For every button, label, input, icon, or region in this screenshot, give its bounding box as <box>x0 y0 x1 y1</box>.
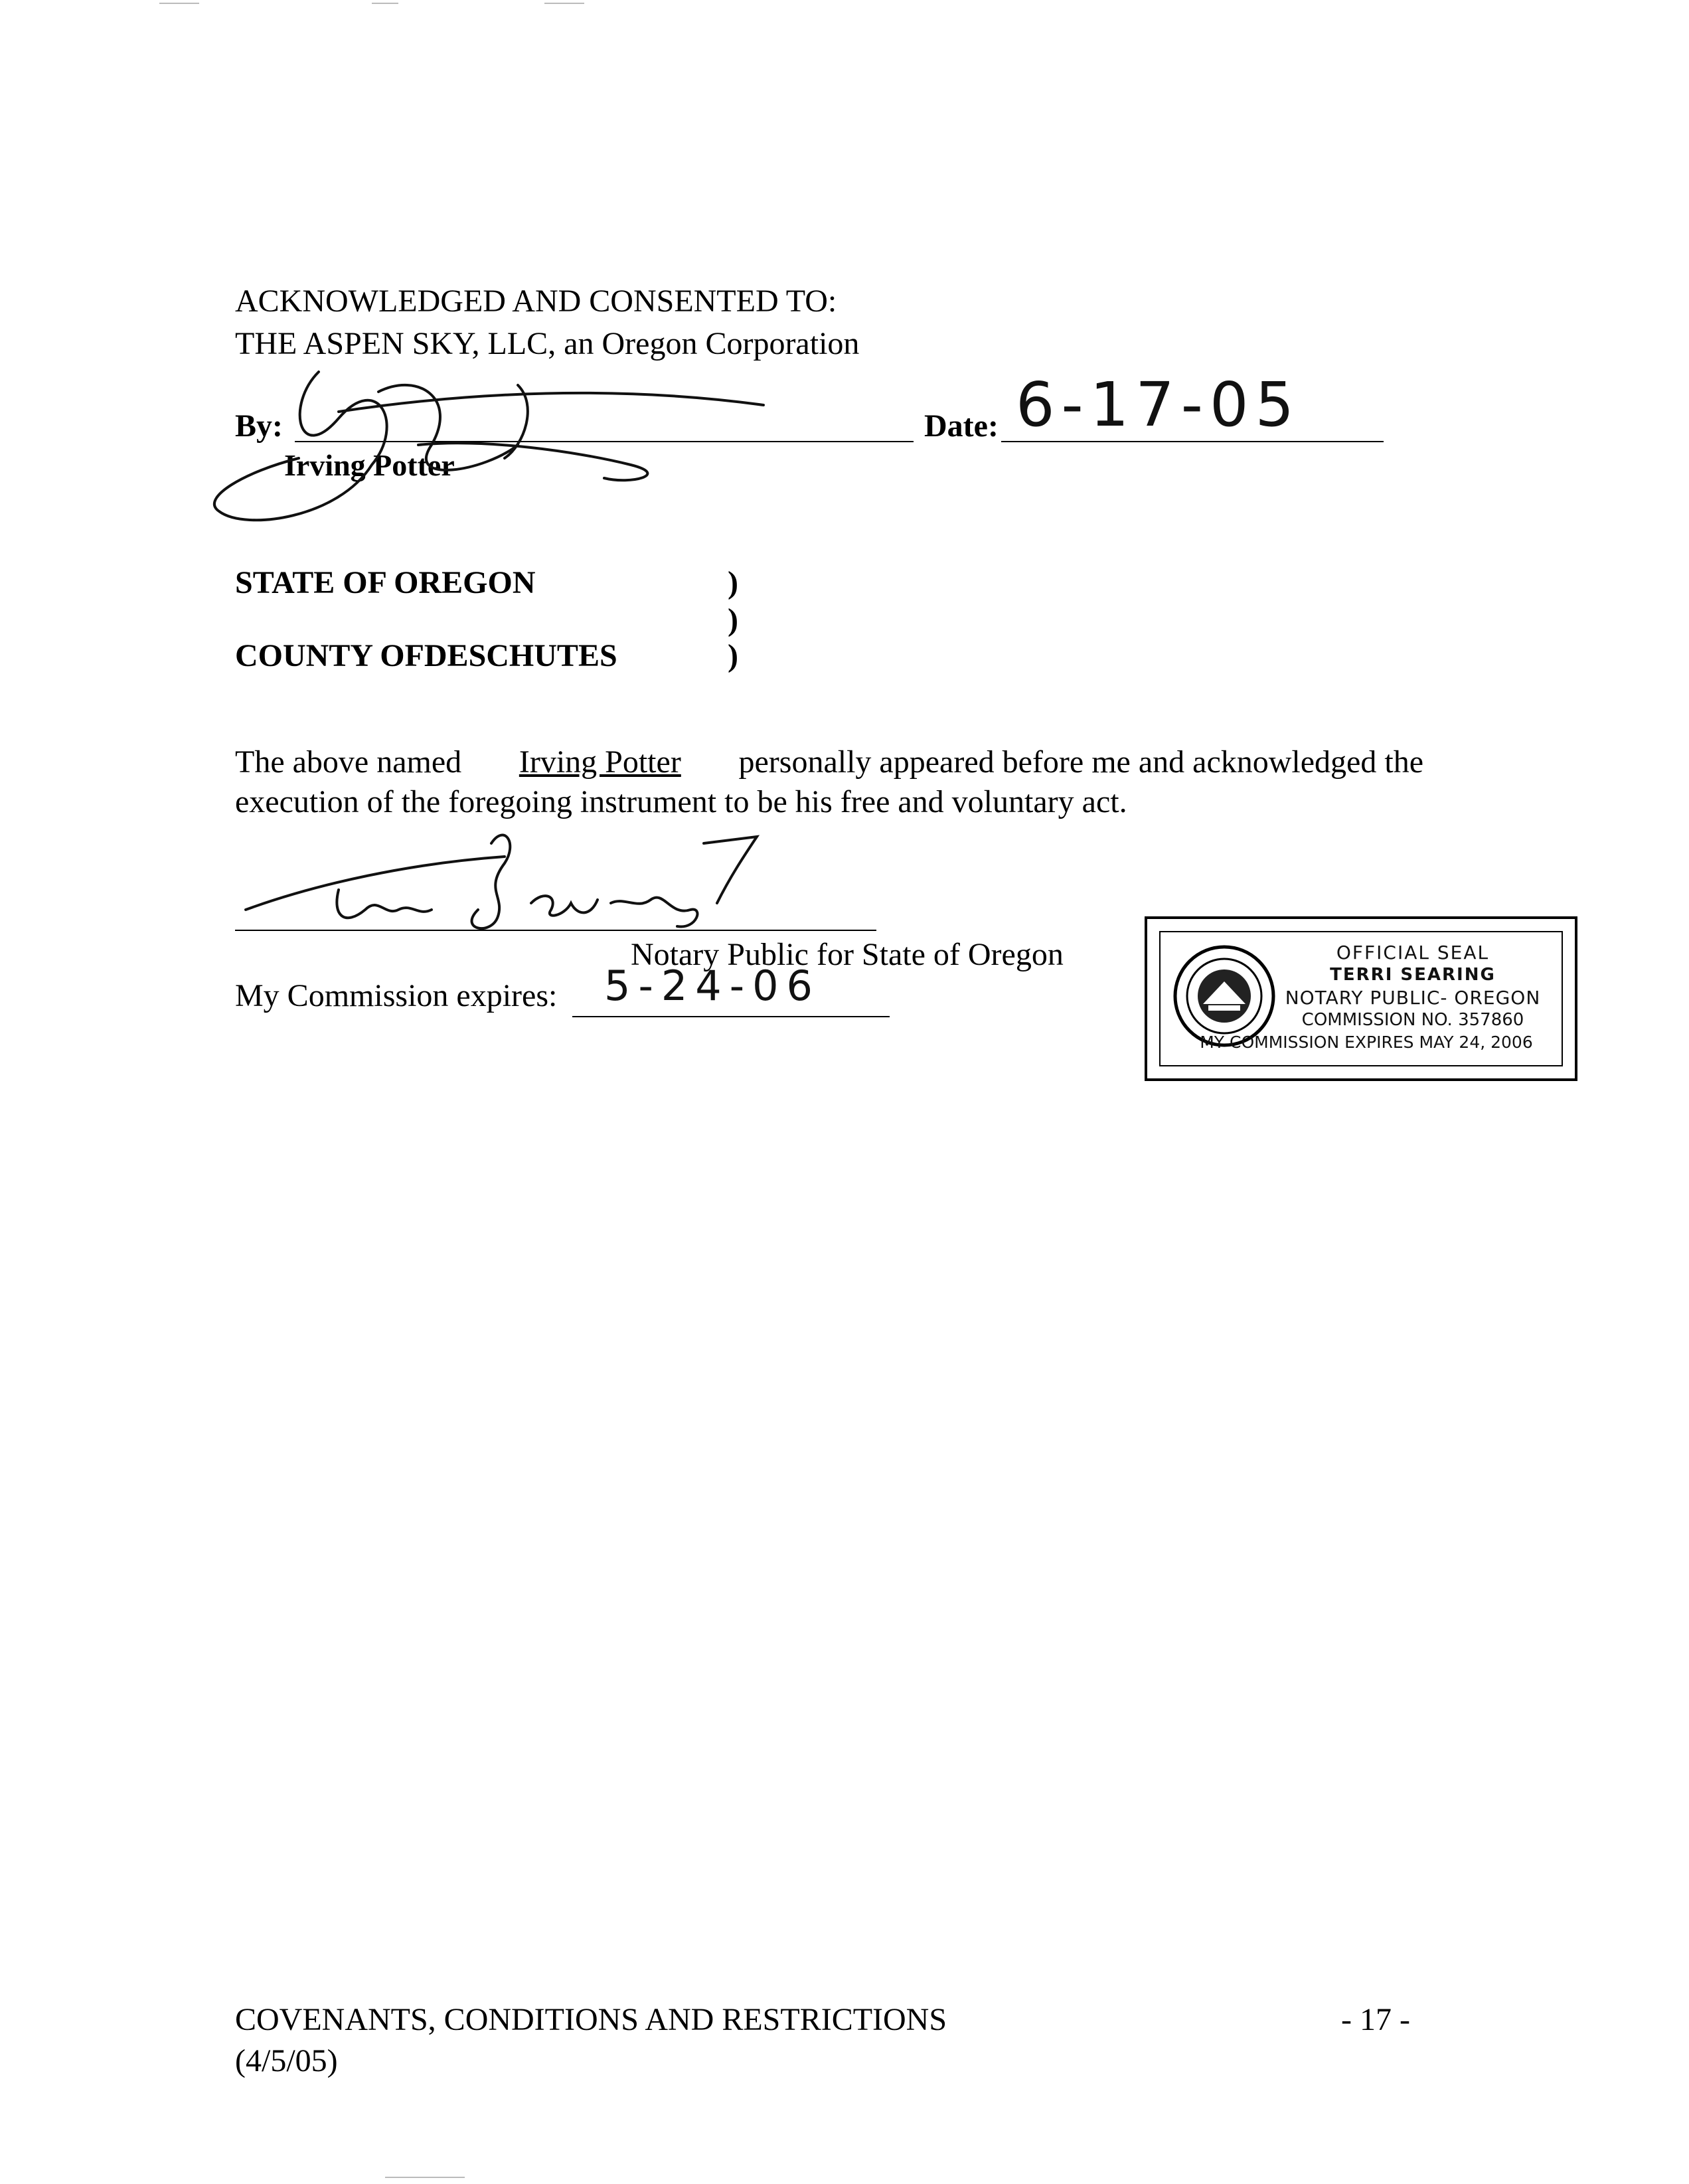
named-person: Irving Potter <box>519 744 681 780</box>
signature-irving-potter <box>206 345 790 545</box>
company-line: THE ASPEN SKY, LLC, an Oregon Corporation <box>235 326 860 361</box>
seal-line-5: MY COMMISSION EXPIRES MAY 24, 2006 <box>1200 1033 1533 1052</box>
seal-line-3: NOTARY PUBLIC- OREGON <box>1285 987 1541 1009</box>
venue-paren-3: ) <box>728 638 738 673</box>
seal-line-1: OFFICIAL SEAL <box>1336 942 1490 964</box>
page-number: - 17 - <box>1341 2002 1410 2037</box>
venue-paren-2: ) <box>728 602 738 637</box>
notary-title: Notary Public for State of Oregon <box>631 937 1064 972</box>
notary-statement-line2: execution of the foregoing instrument to be his free and voluntary act. <box>235 784 1127 819</box>
scan-artifact <box>385 2177 465 2178</box>
signer-name: Irving Potter <box>284 448 455 482</box>
statement-suffix: personally appeared before me and acknowledged the <box>738 744 1423 780</box>
commission-line <box>572 1016 890 1017</box>
ack-heading: ACKNOWLEDGED AND CONSENTED TO: <box>235 284 837 319</box>
scan-artifact <box>544 3 584 4</box>
signature-notary <box>239 817 770 943</box>
seal-line-4: COMMISSION NO. 357860 <box>1301 1010 1524 1030</box>
county-line: COUNTY OFDESCHUTES <box>235 638 617 673</box>
seal-line-2: TERRI SEARING <box>1330 965 1496 985</box>
statement-prefix: The above named <box>235 744 462 780</box>
footer-date: (4/5/05) <box>235 2043 338 2078</box>
venue-paren-1: ) <box>728 565 738 600</box>
state-line: STATE OF OREGON <box>235 565 536 600</box>
notary-seal <box>1145 916 1577 1081</box>
date-handwritten: 6-17-05 <box>1016 369 1301 440</box>
by-label: By: <box>235 408 283 444</box>
footer-title: COVENANTS, CONDITIONS AND RESTRICTIONS <box>235 2002 947 2037</box>
commission-handwritten: 5-24-06 <box>604 962 821 1010</box>
date-line <box>1001 441 1384 442</box>
notary-signature-line <box>235 930 876 931</box>
scan-artifact <box>372 3 398 4</box>
scan-artifact <box>159 3 199 4</box>
date-label: Date: <box>924 408 999 444</box>
commission-label: My Commission expires: <box>235 978 558 1013</box>
notary-statement-line1 <box>235 742 1423 782</box>
